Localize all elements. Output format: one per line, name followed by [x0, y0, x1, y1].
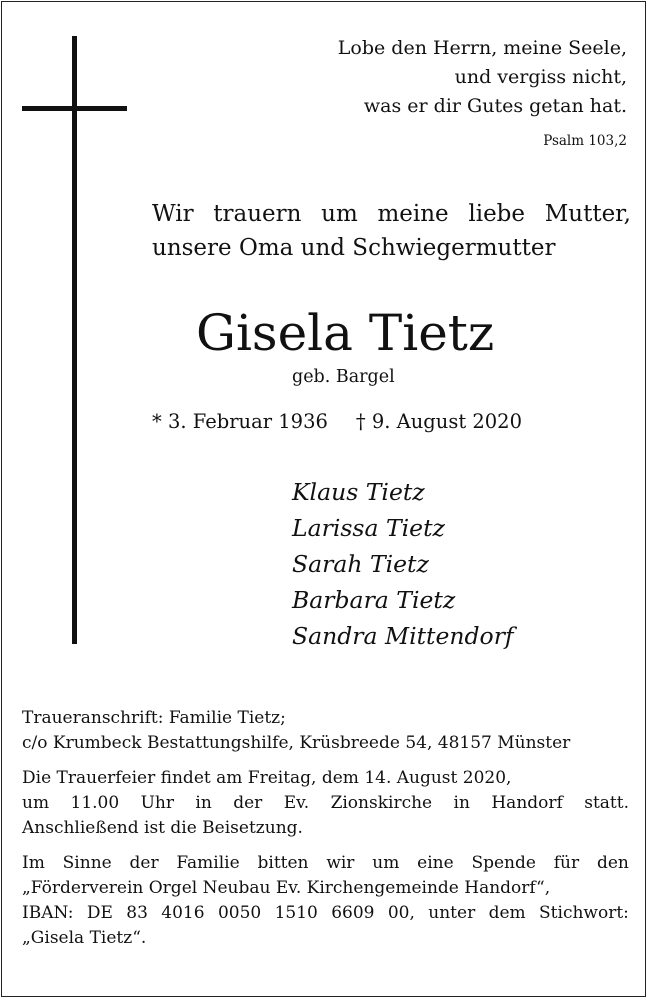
word: 11.00: [70, 793, 120, 813]
funeral-information: [22, 706, 629, 961]
donation-line: [22, 851, 629, 876]
cross-icon: [72, 36, 77, 644]
word: DE: [86, 903, 113, 923]
life-dates: [152, 410, 522, 433]
word: Handorf: [491, 793, 563, 813]
word: unter: [428, 903, 476, 923]
verse-reference: Psalm 103,2: [543, 133, 627, 149]
survivor-name: Larissa Tietz: [292, 514, 445, 542]
word: 4016: [161, 903, 205, 923]
word: in: [195, 793, 212, 813]
word: trauern: [213, 201, 302, 227]
maiden-name: geb. Bargel: [292, 367, 395, 387]
word: um: [22, 793, 50, 813]
word: Mutter,: [544, 201, 631, 227]
intro-line-1: [152, 197, 631, 231]
word: bitten: [257, 853, 309, 873]
word: meine: [377, 201, 449, 227]
verse-line: Lobe den Herrn, meine Seele,: [337, 37, 627, 59]
word: eine: [417, 853, 454, 873]
bible-verse: [338, 34, 627, 121]
cross-bar: [22, 106, 127, 111]
address-line: c/o Krumbeck Bestattungshilfe, Krüsbreede 54, 48157 Münster: [22, 733, 571, 753]
word: 00,: [387, 903, 415, 923]
deceased-name: Gisela Tietz: [196, 304, 495, 362]
word: 83: [126, 903, 148, 923]
survivors-list: [292, 474, 514, 654]
survivor-name: Klaus Tietz: [292, 478, 425, 506]
word: in: [453, 793, 470, 813]
mourning-address: [22, 706, 629, 756]
verse-line: und vergiss nicht,: [454, 66, 627, 88]
word: Sinne: [62, 853, 112, 873]
verse-line: was er dir Gutes getan hat.: [363, 95, 627, 117]
ceremony-notice: [22, 766, 629, 841]
word: Wir: [152, 201, 194, 227]
word: den: [596, 853, 629, 873]
birth-date: * 3. Februar 1936: [152, 410, 328, 433]
word: Spende: [471, 853, 536, 873]
word: Im: [22, 853, 45, 873]
word: Stichwort:: [539, 903, 629, 923]
ceremony-line: [22, 791, 629, 816]
word: 1510: [274, 903, 318, 923]
survivor-name: Barbara Tietz: [292, 586, 456, 614]
word: wir: [326, 853, 355, 873]
word: 6609: [331, 903, 375, 923]
survivor-name: Sarah Tietz: [292, 550, 429, 578]
word: Ev.: [283, 793, 310, 813]
address-line: Traueranschrift: Familie Tietz;: [22, 708, 286, 728]
survivor-name: Sandra Mittendorf: [292, 622, 514, 650]
death-date: † 9. August 2020: [355, 410, 522, 433]
word: Zionskirche: [330, 793, 433, 813]
word: um: [321, 201, 358, 227]
word: 0050: [217, 903, 262, 923]
word: liebe: [468, 201, 526, 227]
intro-line-2: unsere Oma und Schwiegermutter: [152, 235, 556, 261]
donation-line: „Gisela Tietz“.: [22, 928, 147, 948]
word: um: [372, 853, 400, 873]
word: für: [553, 853, 580, 873]
word: der: [129, 853, 159, 873]
ceremony-line: Anschließend ist die Beisetzung.: [22, 818, 303, 838]
donation-line: [22, 901, 629, 926]
word: statt.: [584, 793, 629, 813]
word: der: [233, 793, 263, 813]
word: IBAN:: [22, 903, 74, 923]
ceremony-line: Die Trauerfeier findet am Freitag, dem 14. August 2020,: [22, 768, 512, 788]
donation-notice: [22, 851, 629, 951]
word: Familie: [176, 853, 240, 873]
word: dem: [488, 903, 526, 923]
mourning-intro: [152, 197, 631, 265]
donation-line: „Förderverein Orgel Neubau Ev. Kirchengemeinde Handorf“,: [22, 878, 551, 898]
word: Uhr: [140, 793, 174, 813]
